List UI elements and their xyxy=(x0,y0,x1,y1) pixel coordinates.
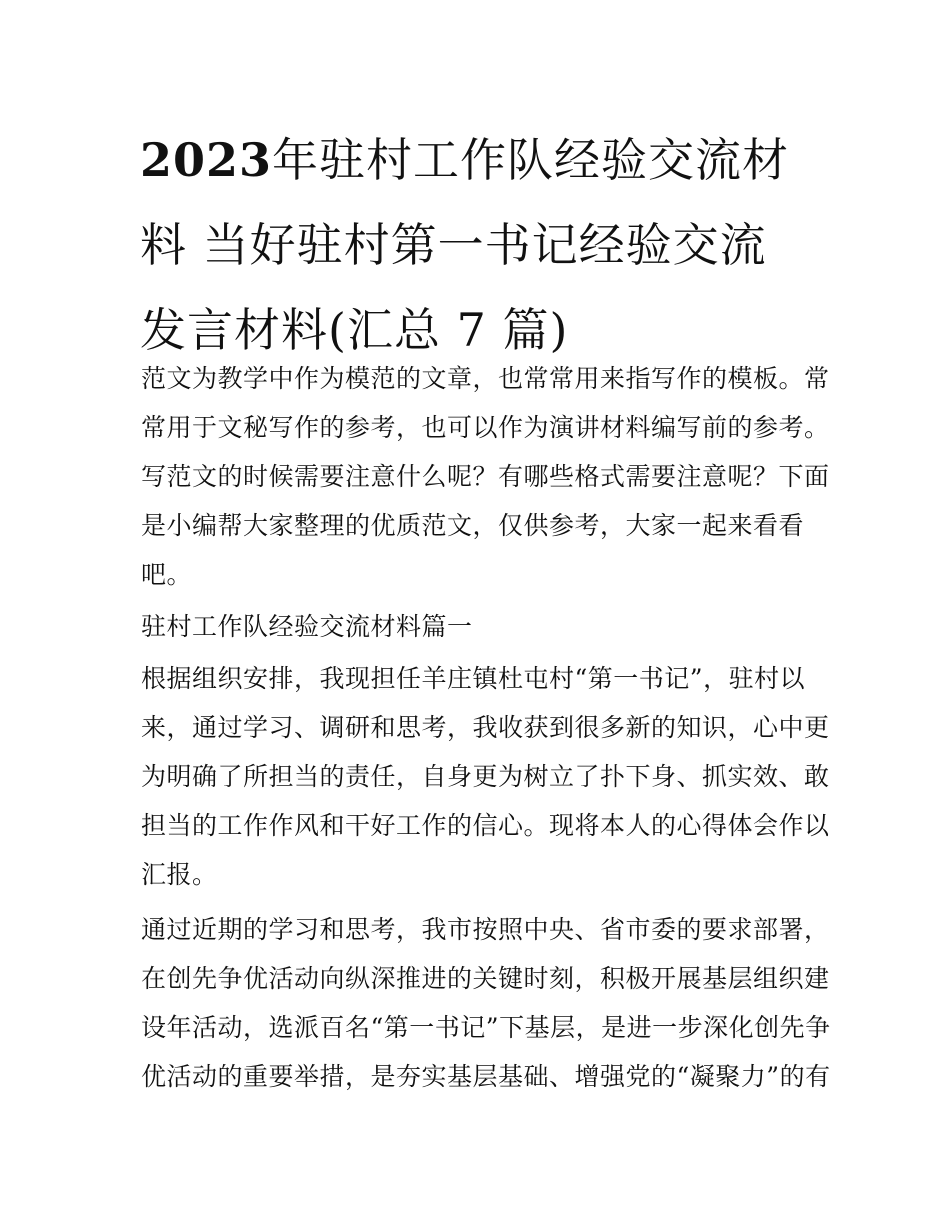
paragraph-1-line-2: 来，通过学习、调研和思考，我收获到很多新的知识，心中更 xyxy=(141,713,830,742)
paragraph-2-line-2: 在创先争优活动向纵深推进的关键时刻，积极开展基层组织建 xyxy=(141,964,830,993)
paragraph-1-line-3: 为明确了所担当的责任，自身更为树立了扑下身、抓实效、敢 xyxy=(141,762,830,791)
document-title xyxy=(140,118,820,373)
title-year: 2023 xyxy=(140,133,273,187)
paragraph-1-line-1: 根据组织安排，我现担任羊庄镇杜屯村“第一书记”，驻村以 xyxy=(141,664,806,693)
intro-line-5: 吧。 xyxy=(141,560,193,589)
paragraph-2-line-4: 优活动的重要举措，是夯实基层基础、增强党的“凝聚力”的有 xyxy=(141,1062,831,1091)
intro-line-3: 写范文的时候需要注意什么呢？有哪些格式需要注意呢？下面 xyxy=(141,462,830,491)
paragraph-1-line-4: 担当的工作作风和干好工作的信心。现将本人的心得体会作以 xyxy=(141,811,830,840)
title-line-2: 料 当好驻村第一书记经验交流 xyxy=(140,218,767,272)
paragraph-2-line-1: 通过近期的学习和思考，我市按照中央、省市委的要求部署， xyxy=(141,915,830,944)
intro-line-4: 是小编帮大家整理的优质范文，仅供参考，大家一起来看看 xyxy=(141,511,805,540)
section-heading: 驻村工作队经验交流材料篇一 xyxy=(141,612,473,641)
paragraph-1-line-5: 汇报。 xyxy=(141,860,218,889)
paragraph-2-line-3: 设年活动，选派百名“第一书记”下基层，是进一步深化创先争 xyxy=(141,1013,831,1042)
title-line-3: 发言材料(汇总 7 篇) xyxy=(140,303,569,357)
title-line-1: 年驻村工作队经验交流材 xyxy=(272,133,790,187)
intro-line-2: 常用于文秘写作的参考，也可以作为演讲材料编写前的参考。 xyxy=(141,413,830,442)
intro-line-1: 范文为教学中作为模范的文章，也常常用来指写作的模板。常 xyxy=(141,364,830,393)
